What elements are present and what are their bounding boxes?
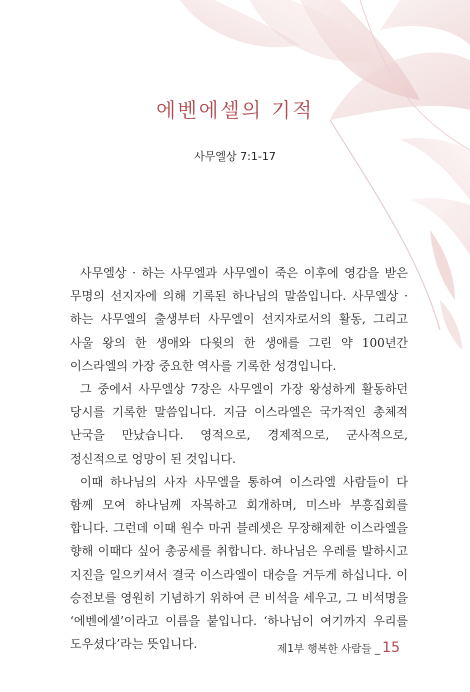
paragraph-3: 이때 하나님의 사자 사무엘을 통하여 이스라엘 사람들이 다 함께 모여 하나님께 자복하고 회개하며, 미스바 부흥집회를 합니다. 그런데 이때 원수 마귀 블레셋은 무장해제한 이스라엘을 향해 이때다 싶어 총공세를 취합니다. 하나님은 우레를 발하시고 지진을 일으키셔서 결국 이스라엘이 대승을 거두게 하십니다. 이 승전보를 영원히 기념하기 위하여 큰 비석을 세우고, 그 비석명을 ‘에벤에셀’이라고 이름을 붙입니다. ‘하나님이 여기까지 우리를 도우셨다’라는 뜻입니다. [70, 474, 408, 652]
scripture-reference: 사무엘상 7:1-17 [194, 150, 276, 163]
body-text [70, 262, 408, 656]
page-number: 15 [382, 640, 400, 656]
page-footer [277, 640, 400, 656]
paragraph-2: 그 중에서 사무엘상 7장은 사무엘이 가장 왕성하게 활동하던 당시를 기록한 말씀입니다. 지금 이스라엘은 국가적인 총체적 난국을 만났습니다. 영적으로, 경제적으로, 군사적으로, 정신적으로 엉망이 된 것입니다. [70, 382, 408, 466]
section-label: 제1부 행복한 사람들 _ [277, 643, 381, 655]
chapter-title: 에벤에셀의 기적 [156, 98, 314, 122]
paragraph-1: 사무엘상 · 하는 사무엘과 사무엘이 죽은 이후에 영감을 받은 무명의 선지자에 의해 기록된 하나님의 말씀입니다. 사무엘상 · 하는 사무엘의 출생부터 사무엘이 선지자로서의 활동, 그리고 사울 왕의 한 생애와 다윗의 한 생애를 그린 약 100년간 이스라엘의 가장 중요한 역사를 기록한 성경입니다. [70, 266, 408, 373]
